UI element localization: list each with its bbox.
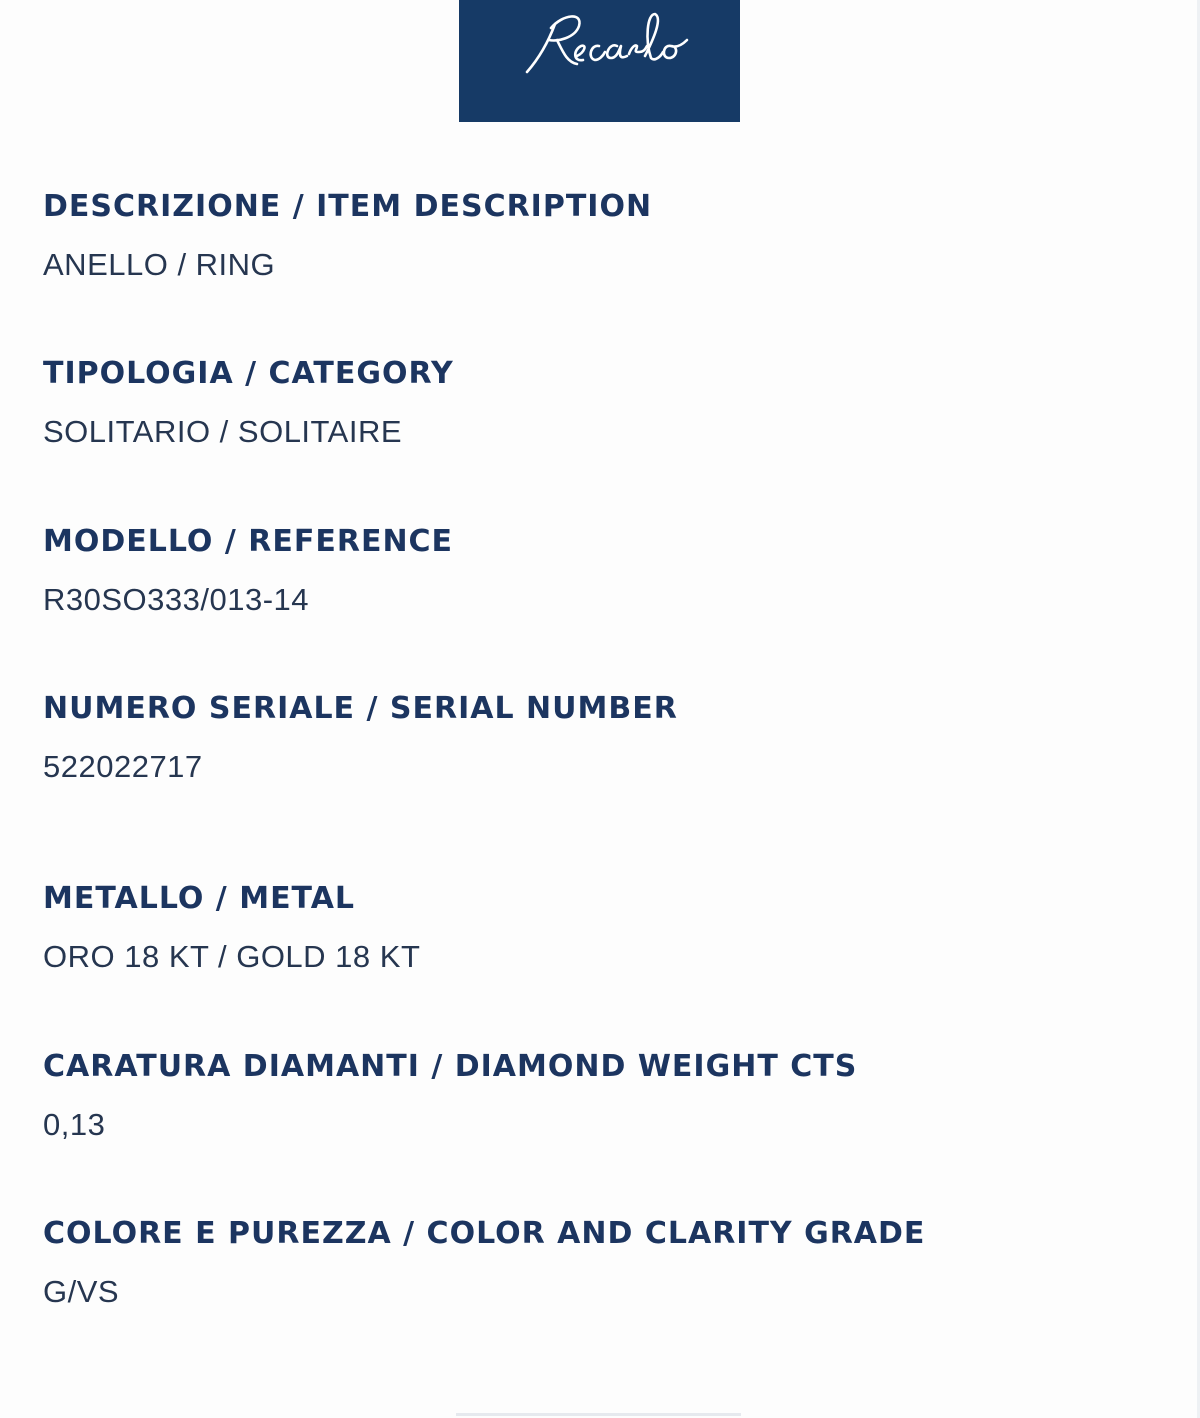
field-item-description — [43, 189, 652, 283]
category-label: TIPOLOGIA / CATEGORY — [43, 356, 454, 391]
color-clarity-label: COLORE E PUREZZA / COLOR AND CLARITY GRADE — [43, 1216, 926, 1251]
bottom-divider — [456, 1413, 741, 1416]
diamond-weight-label: CARATURA DIAMANTI / DIAMOND WEIGHT CTS — [43, 1049, 858, 1084]
color-clarity-value: G/VS — [43, 1274, 120, 1309]
metal-value: ORO 18 KT / GOLD 18 KT — [43, 939, 421, 974]
item-description-value: ANELLO / RING — [43, 247, 276, 282]
field-color-clarity — [43, 1216, 925, 1310]
serial-number-label: NUMERO SERIALE / SERIAL NUMBER — [43, 691, 678, 726]
diamond-weight-value: 0,13 — [43, 1107, 106, 1142]
reference-value: R30SO333/013-14 — [43, 582, 310, 617]
recarlo-logo-icon — [459, 0, 740, 122]
reference-label: MODELLO / REFERENCE — [43, 524, 454, 559]
metal-label: METALLO / METAL — [43, 881, 356, 916]
serial-number-value: 522022717 — [43, 749, 203, 784]
field-serial-number — [43, 691, 678, 785]
brand-logo — [459, 0, 740, 122]
field-diamond-weight — [43, 1049, 857, 1143]
field-category — [43, 356, 454, 450]
item-description-label: DESCRIZIONE / ITEM DESCRIPTION — [43, 189, 653, 224]
field-metal — [43, 881, 420, 975]
category-value: SOLITARIO / SOLITAIRE — [43, 414, 403, 449]
field-reference — [43, 524, 453, 618]
